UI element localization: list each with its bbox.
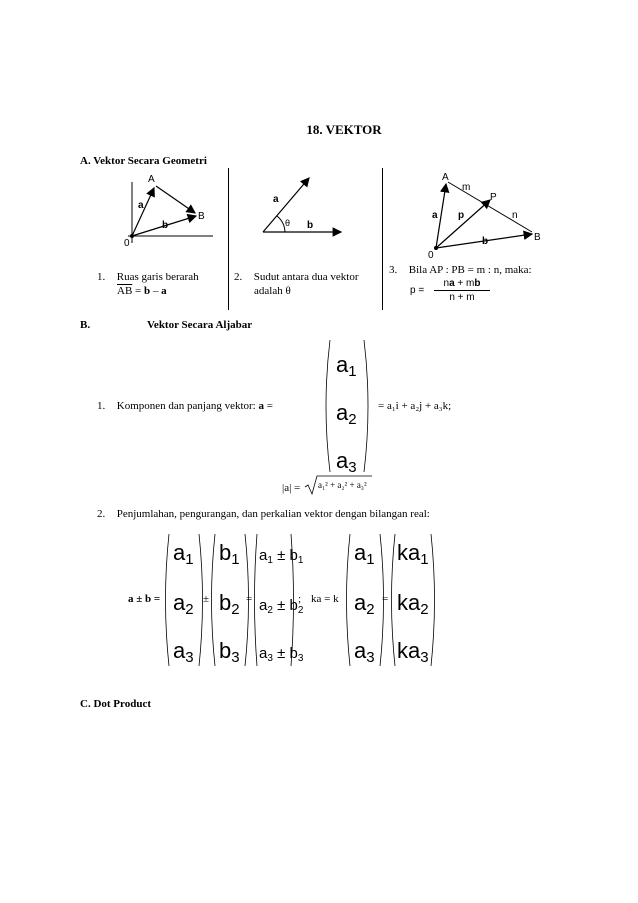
item-b2-pm: ± (203, 593, 210, 605)
item-b1-magnitude (282, 482, 300, 495)
fig3-label-origin: 0 (428, 250, 434, 261)
item-b2-number: 2. (97, 508, 106, 520)
item-b1-rhs (378, 400, 451, 413)
item-a1-a: a (161, 285, 167, 297)
fig3-label-m: m (462, 182, 471, 193)
item-a1 (97, 271, 199, 284)
item-b2-ka-3: ka3 (397, 638, 429, 666)
section-c-heading: C. Dot Product (80, 698, 151, 710)
fig3-label-A: A (442, 172, 449, 183)
item-b1-mag-expr: a₁² + a₂² + a₃² (318, 480, 367, 490)
item-b2 (97, 508, 430, 521)
page-title-text: 18. VEKTOR (306, 122, 382, 137)
item-b2-b-1: b1 (219, 540, 240, 568)
item-b1-comp-3: a3 (336, 448, 357, 476)
fig3-label-B: B (534, 232, 541, 243)
fig1-label-a: a (138, 200, 144, 211)
item-b2-a-1: a1 (173, 540, 194, 568)
section-b-heading: Vektor Secara Aljabar (147, 319, 253, 331)
item-a1-text: Ruas garis berarah (116, 271, 199, 283)
fig3-label-p: p (458, 210, 465, 221)
fig3-label-b: b (482, 236, 489, 247)
fig3-label-P: P (490, 192, 497, 203)
item-b2-ka-1: ka1 (397, 540, 429, 568)
item-a2-line1: Sudut antara dua vektor (253, 271, 359, 283)
item-b1-comp-1: a1 (336, 352, 357, 380)
item-b1-text: Komponen dan panjang vektor: (116, 400, 259, 412)
fig3-label-a: a (432, 210, 438, 221)
item-b1-column-vector (322, 336, 372, 476)
figure-angle-theta (255, 168, 355, 240)
item-b2-ka (311, 593, 339, 606)
item-a3-denominator: n + m (449, 292, 475, 303)
item-b2-a-3: a3 (173, 638, 194, 666)
item-b1-mag-label: |a| = (282, 482, 301, 494)
item-b2-vector-ka (388, 530, 438, 670)
item-b2-sum-2: $a_2 \pm b_2$ (259, 597, 304, 616)
section-a-heading: A. Vektor Secara Geometri (80, 155, 207, 167)
fig2-label-b: b (307, 220, 314, 231)
item-a2-number: 2. (234, 271, 243, 283)
item-a2-line2: adalah θ (254, 285, 291, 297)
item-b2-a2-3: a3 (354, 638, 375, 666)
item-b2-eq2: = (382, 593, 389, 605)
item-a1-ab: $\overline{AB}$ (117, 285, 133, 297)
item-a2 (234, 271, 359, 284)
separator-1 (228, 168, 229, 310)
item-a1-eq: = (132, 285, 144, 297)
item-b2-lhs-text: a ± b = (128, 593, 161, 605)
figure-vector-ab (118, 168, 218, 250)
figure-section-point (420, 168, 550, 260)
item-a3-text: Bila AP : PB = m : n, maka: (408, 264, 532, 276)
item-b2-ka-text: ka = k (311, 593, 339, 605)
item-b1-comp-2: a2 (336, 400, 357, 428)
fig2-label-theta: θ (285, 218, 291, 228)
item-a3-p-eq: p = (410, 285, 425, 296)
item-a1-minus: – (150, 285, 162, 297)
item-b2-a2-2: a2 (354, 590, 375, 618)
item-b2-vector-sum (252, 530, 304, 670)
fig1-label-origin: 0 (124, 238, 130, 249)
item-b2-lhs (128, 593, 160, 606)
fig1-label-A: A (148, 174, 155, 185)
item-a3-fraction-bar (434, 290, 490, 291)
item-b1 (97, 400, 273, 413)
item-a3 (389, 264, 532, 277)
item-a3-num-plus: + m (454, 278, 475, 289)
item-b2-semicolon: ; (298, 593, 302, 605)
page-title (0, 122, 638, 138)
item-b2-a2-1: a1 (354, 540, 375, 568)
separator-2 (382, 168, 383, 310)
item-a3-num-b: b (474, 278, 481, 289)
item-b2-sum-3: $a_3 \pm b_3$ (259, 645, 304, 664)
item-b1-rhs-text: = a₁i + a₂j + a₃k; (378, 400, 452, 412)
item-b2-vector-a (162, 530, 206, 670)
item-b2-ka-2: ka2 (397, 590, 429, 618)
item-b1-a: a (258, 400, 264, 412)
item-a3-num-a: a (449, 278, 455, 289)
item-a1-number: 1. (97, 271, 106, 283)
item-b1-eq: = (264, 400, 273, 412)
item-b2-eq1: = (246, 593, 253, 605)
item-b1-number: 1. (97, 400, 106, 412)
item-b2-b-3: b3 (219, 638, 240, 666)
item-b2-b-2: b2 (219, 590, 240, 618)
item-a3-number: 3. (389, 264, 398, 276)
item-a1-b: b (144, 285, 151, 297)
item-b2-a-2: a2 (173, 590, 194, 618)
fig2-label-a: a (273, 194, 279, 205)
fig1-label-B: B (198, 211, 205, 222)
item-b2-sum-1: $a_1 \pm b_1$ (259, 547, 304, 566)
fig1-label-b: b (162, 220, 169, 231)
section-b-letter: B. (80, 319, 91, 331)
item-a3-num-n: n (443, 278, 450, 289)
fig3-label-n: n (512, 210, 518, 221)
item-a3-numerator (434, 278, 490, 289)
item-b2-text: Penjumlahan, pengurangan, dan perkalian vektor dengan bilangan real: (116, 508, 430, 520)
item-a1-formula (117, 285, 167, 298)
item-b2-vector-a-second (343, 530, 387, 670)
